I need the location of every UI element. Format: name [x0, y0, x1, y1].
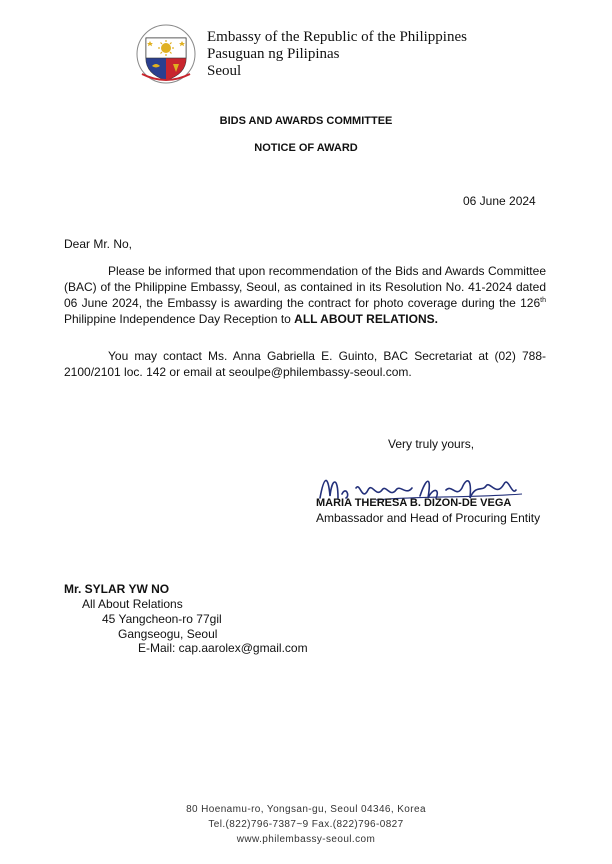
philippine-seal-icon — [136, 24, 196, 84]
footer-website: www.philembassy-seoul.com — [236, 834, 376, 845]
letterhead-city: Seoul — [207, 63, 242, 79]
letterhead-filipino-name: Pasuguan ng Pilipinas — [207, 46, 340, 62]
signatory-title: Ambassador and Head of Procuring Entity — [316, 511, 541, 525]
awardee-name: ALL ABOUT RELATIONS. — [294, 312, 438, 326]
footer-phones: Tel.(822)796-7387~9 Fax.(822)796-0827 — [208, 819, 404, 830]
addressee-name: Mr. SYLAR YW NO — [64, 582, 170, 596]
committee-heading: BIDS AND AWARDS COMMITTEE — [219, 115, 393, 127]
letterhead — [207, 29, 467, 80]
closing-line: Very truly yours, — [388, 437, 475, 451]
salutation: Dear Mr. No, — [64, 237, 133, 251]
letter-date: 06 June 2024 — [463, 194, 536, 208]
addressee-email: E-Mail: cap.aarolex@gmail.com — [138, 641, 308, 655]
award-text-part1: Please be informed that upon recommendation of the Bids and Awards Committee (BAC) of the Philippine Embassy, Seoul, as contained in its Resolution No. 41-2024 dated 06 June 2024, the Embassy is awarding the contract for photo coverage during the 126 — [64, 264, 546, 310]
footer-address: 80 Hoenamu-ro, Yongsan-gu, Seoul 04346, Korea — [186, 804, 426, 815]
body-paragraph-contact: You may contact Ms. Anna Gabriella E. Guinto, BAC Secretariat at (02) 788-2100/2101 loc. 142 or email at seoulpe@philembassy-seoul.com. — [64, 349, 546, 379]
addressee-city: Gangseogu, Seoul — [118, 627, 218, 641]
addressee-company: All About Relations — [82, 597, 183, 611]
addressee-street: 45 Yangcheon-ro 77gil — [102, 612, 222, 626]
letterhead-embassy-name: Embassy of the Republic of the Philippines — [207, 29, 467, 45]
ordinal-suffix: th — [540, 297, 546, 304]
signatory-name: MARIA THERESA B. DIZON-DE VEGA — [316, 497, 512, 509]
notice-heading: NOTICE OF AWARD — [254, 142, 358, 154]
award-text-part2: Philippine Independence Day Reception to — [64, 312, 295, 326]
body-paragraph-award — [64, 263, 546, 327]
